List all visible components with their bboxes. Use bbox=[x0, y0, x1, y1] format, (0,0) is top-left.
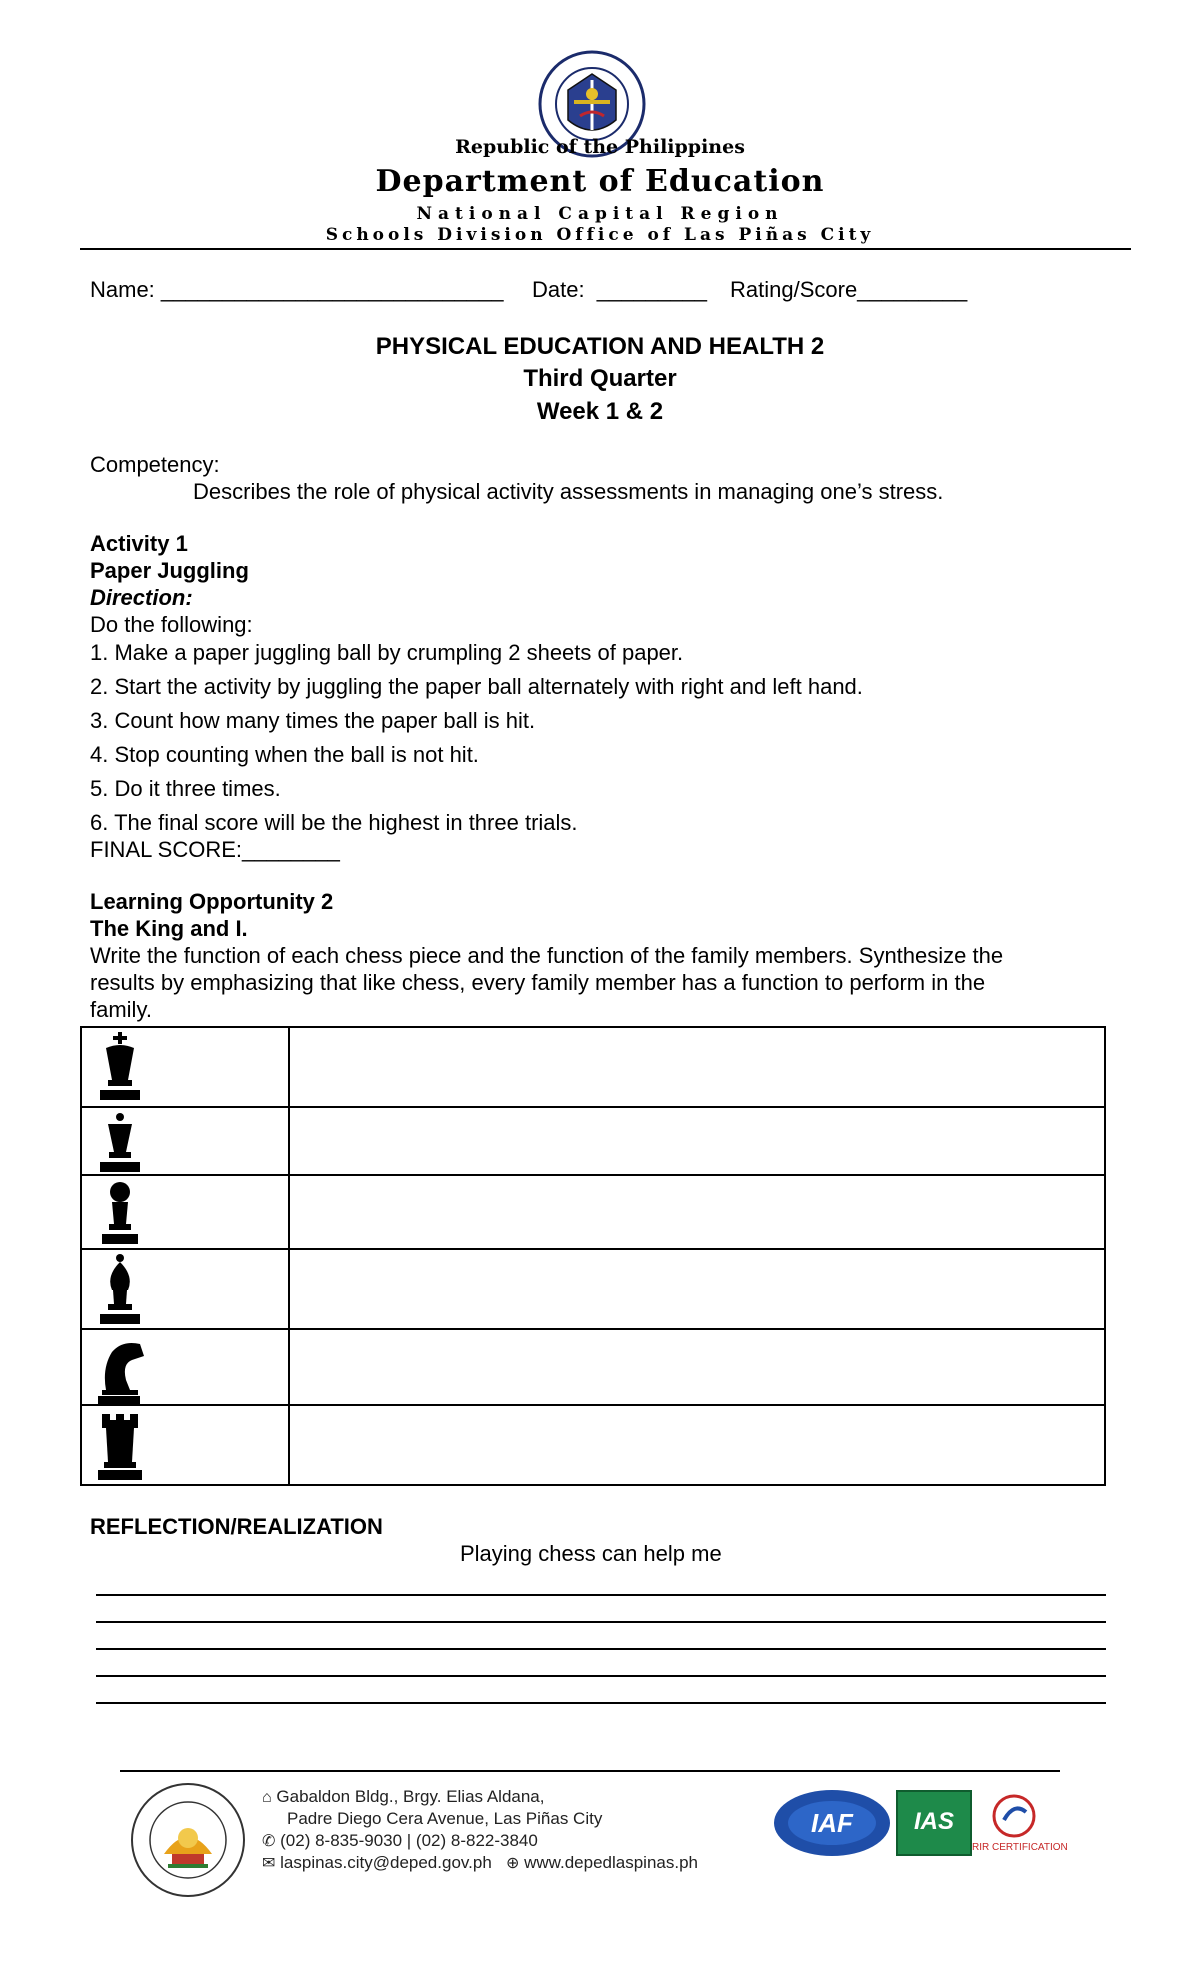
footer-email[interactable]: laspinas.city@deped.gov.ph bbox=[280, 1853, 492, 1872]
opportunity2-heading: Learning Opportunity 2 bbox=[90, 889, 334, 914]
score-field-label: Rating/Score_________ bbox=[730, 277, 968, 302]
division-seal-logo bbox=[128, 1780, 248, 1900]
week-title: Week 1 & 2 bbox=[536, 398, 664, 425]
activity1-step: 1. Make a paper juggling ball by crumpling 2 sheets of paper. bbox=[90, 640, 684, 665]
activity1-heading: Activity 1 bbox=[90, 531, 188, 556]
direction-label: Direction: bbox=[90, 585, 193, 610]
opportunity2-instructions: family. bbox=[90, 997, 152, 1022]
queen-icon bbox=[92, 1112, 148, 1174]
piece-cell bbox=[82, 1250, 290, 1328]
footer-address-line2: Padre Diego Cera Avenue, Las Piñas City bbox=[287, 1809, 603, 1828]
name-field-label: Name: ____________________________ bbox=[90, 277, 504, 302]
activity1-step: 5. Do it three times. bbox=[90, 776, 281, 801]
table-row bbox=[82, 1330, 1104, 1406]
home-icon: ⌂ bbox=[262, 1789, 272, 1806]
activity1-step: 6. The final score will be the highest in three trials. bbox=[90, 810, 578, 835]
opportunity2-name: The King and I. bbox=[90, 916, 248, 941]
date-field-label: Date: _________ bbox=[532, 277, 707, 302]
phone-icon: ✆ bbox=[262, 1833, 276, 1850]
piece-cell bbox=[82, 1108, 290, 1174]
ias-label: IAS bbox=[913, 1808, 954, 1835]
competency-text: Describes the role of physical activity assessments in managing one’s stress. bbox=[193, 479, 944, 504]
answer-line bbox=[96, 1648, 1106, 1650]
quarter-title: Third Quarter bbox=[523, 365, 677, 392]
final-score-field: FINAL SCORE:________ bbox=[90, 837, 340, 862]
piece-cell bbox=[82, 1028, 290, 1106]
answer-line bbox=[96, 1702, 1106, 1704]
piece-cell bbox=[82, 1330, 290, 1404]
bishop-icon bbox=[92, 1254, 148, 1326]
subject-title: PHYSICAL EDUCATION AND HEALTH 2 bbox=[375, 333, 825, 360]
reflection-prompt: Playing chess can help me bbox=[460, 1541, 722, 1566]
republic-heading: Republic of the Philippines bbox=[455, 136, 745, 158]
pawn-icon bbox=[92, 1180, 148, 1246]
competency-label: Competency: bbox=[90, 452, 220, 477]
piece-cell bbox=[82, 1176, 290, 1248]
rir-logo bbox=[990, 1792, 1038, 1840]
table-row bbox=[82, 1028, 1104, 1108]
rook-icon bbox=[92, 1410, 148, 1482]
king-icon bbox=[92, 1032, 148, 1102]
answer-line bbox=[96, 1675, 1106, 1677]
department-heading: Department of Education bbox=[375, 164, 825, 199]
footer-phone: ✆ (02) 8-835-9030 | (02) 8-822-3840 bbox=[262, 1831, 538, 1850]
activity1-step: 4. Stop counting when the ball is not hit. bbox=[90, 742, 479, 767]
globe-icon: ⊕ bbox=[505, 1855, 520, 1872]
activity1-step: 2. Start the activity by juggling the paper ball alternately with right and left hand. bbox=[90, 674, 863, 699]
table-row bbox=[82, 1108, 1104, 1176]
chess-function-table bbox=[80, 1026, 1106, 1486]
table-row bbox=[82, 1250, 1104, 1330]
table-row bbox=[82, 1176, 1104, 1250]
table-row bbox=[82, 1406, 1104, 1484]
activity1-intro: Do the following: bbox=[90, 612, 253, 637]
footer-divider bbox=[120, 1770, 1060, 1772]
activity1-name: Paper Juggling bbox=[90, 558, 249, 583]
opportunity2-instructions: Write the function of each chess piece and the function of the family members. Synthesize the bbox=[90, 943, 1004, 968]
opportunity2-instructions: results by emphasizing that like chess, every family member has a function to perform in the bbox=[90, 970, 986, 995]
piece-cell bbox=[82, 1406, 290, 1484]
activity1-step: 3. Count how many times the paper ball is hit. bbox=[90, 708, 536, 733]
footer-address-line1: ⌂ Gabaldon Bldg., Brgy. Elias Aldana, bbox=[262, 1787, 545, 1806]
division-heading: Schools Division Office of Las Piñas City bbox=[325, 225, 875, 245]
rir-label: RIR CERTIFICATION bbox=[972, 1842, 1068, 1853]
email-icon: ✉ bbox=[262, 1855, 276, 1872]
answer-line bbox=[96, 1594, 1106, 1596]
answer-line bbox=[96, 1621, 1106, 1623]
header-divider bbox=[80, 248, 1131, 250]
footer-contact bbox=[262, 1852, 698, 1875]
reflection-heading: REFLECTION/REALIZATION bbox=[90, 1514, 383, 1539]
iaf-label: IAF bbox=[811, 1808, 853, 1838]
region-heading: National Capital Region bbox=[416, 204, 784, 224]
footer-website[interactable]: www.depedlaspinas.ph bbox=[524, 1853, 698, 1872]
knight-icon bbox=[92, 1334, 148, 1404]
